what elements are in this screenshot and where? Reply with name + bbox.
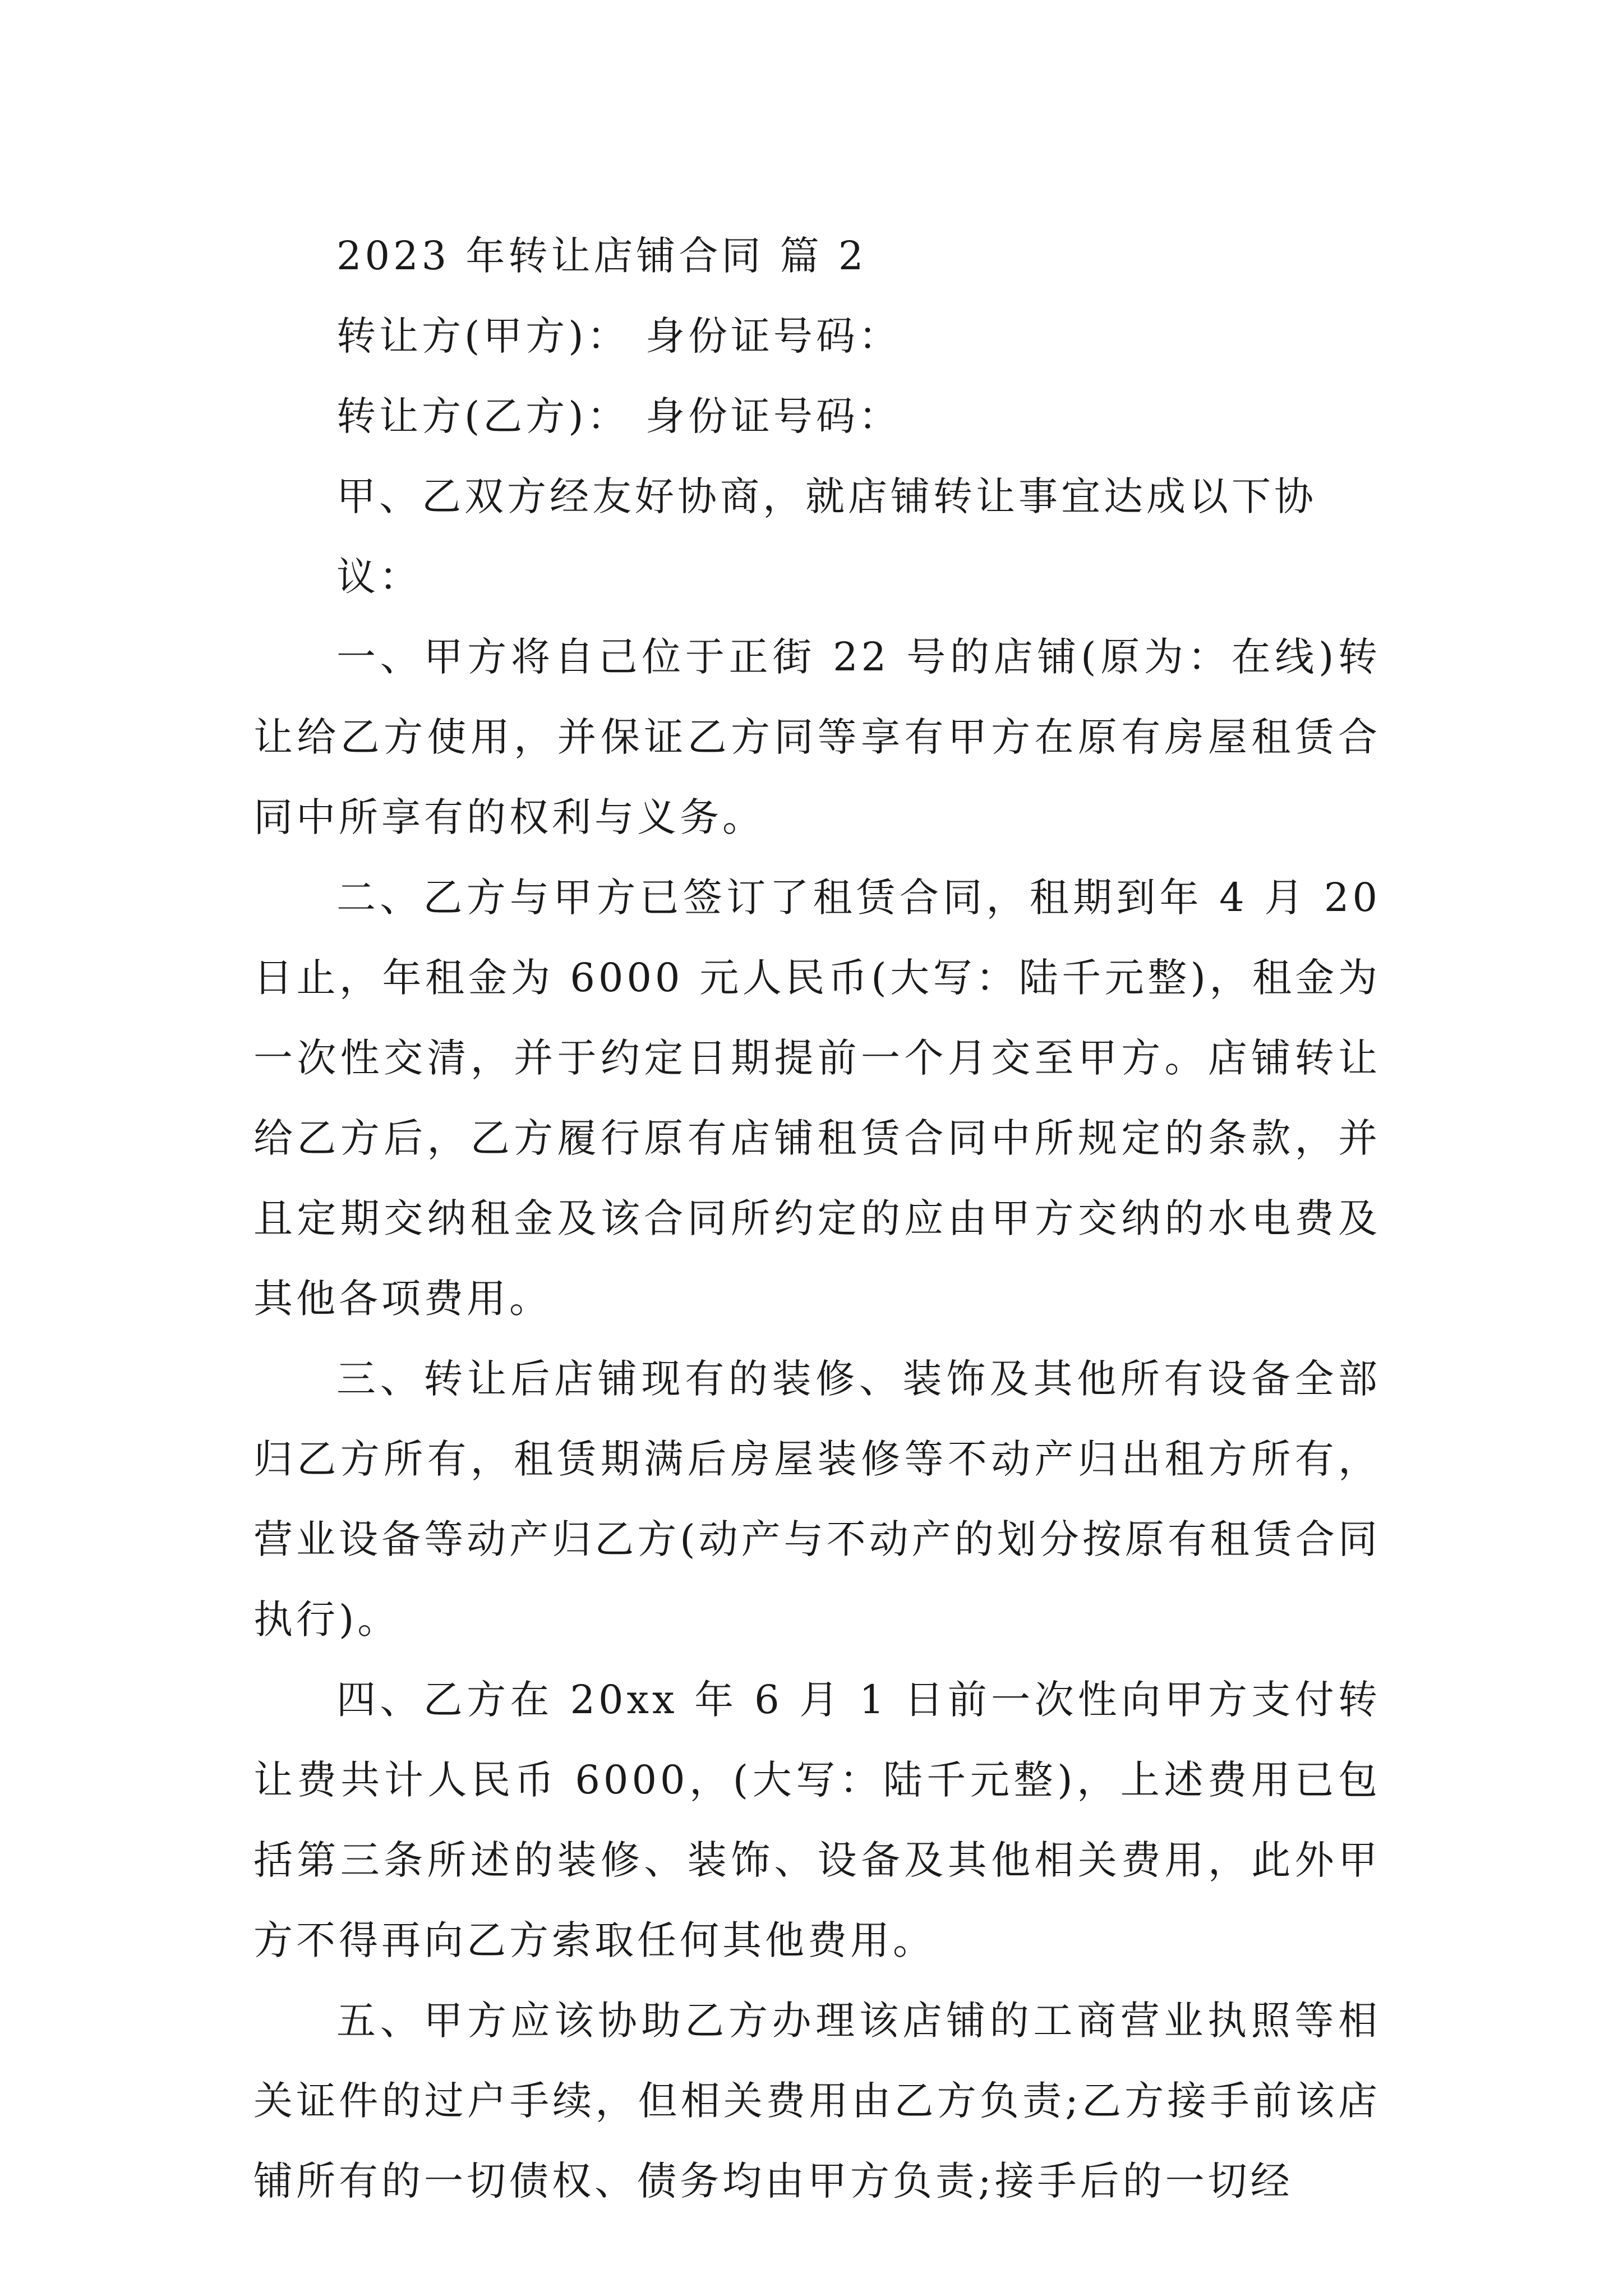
clause-5: 五、甲方应该协助乙方办理该店铺的工商营业执照等相关证件的过户手续，但相关费用由乙方负责;乙方接手前该店铺所有的一切债权、债务均由甲方负责;接手后的一切经 xyxy=(253,1998,1381,2204)
party-b-line: 转让方(乙方)： 身份证号码： xyxy=(336,393,901,439)
clause-1: 一、甲方将自己位于正街 22 号的店铺(原为：在线)转让给乙方使用，并保证乙方同等享有甲方在原有房屋租赁合同中所享有的权利与义务。 xyxy=(253,634,1381,840)
clause-2: 二、乙方与甲方已签订了租赁合同，租期到年 4 月 20 日止，年租金为 6000 元人民币(大写：陆千元整)，租金为一次性交清，并于约定日期提前一个月交至甲方。店铺转让给乙方后，乙方履行原有店铺租赁合同中所规定的条款，并且定期交纳租金及该合同所约定的应由甲方交纳的水电费及其他各项费用。 xyxy=(253,875,1381,1322)
intro-paragraph: 甲、乙双方经友好协商，就店铺转让事宜达成以下协议： xyxy=(336,473,1317,600)
party-a-line: 转让方(甲方)： 身份证号码： xyxy=(336,313,901,359)
clause-4: 四、乙方在 20xx 年 6 月 1 日前一次性向甲方支付转让费共计人民币 6000，(大写：陆千元整)，上述费用已包括第三条所述的装修、装饰、设备及其他相关费用，此外甲方不得再向乙方索取任何其他费用。 xyxy=(253,1677,1381,1963)
document-title: 2023 年转让店铺合同 篇 2 xyxy=(336,233,867,279)
clause-3: 三、转让后店铺现有的装修、装饰及其他所有设备全部归乙方所有，租赁期满后房屋装修等不动产归出租方所有，营业设备等动产归乙方(动产与不动产的划分按原有租赁合同执行)。 xyxy=(253,1356,1381,1642)
document-body xyxy=(253,216,1381,2221)
